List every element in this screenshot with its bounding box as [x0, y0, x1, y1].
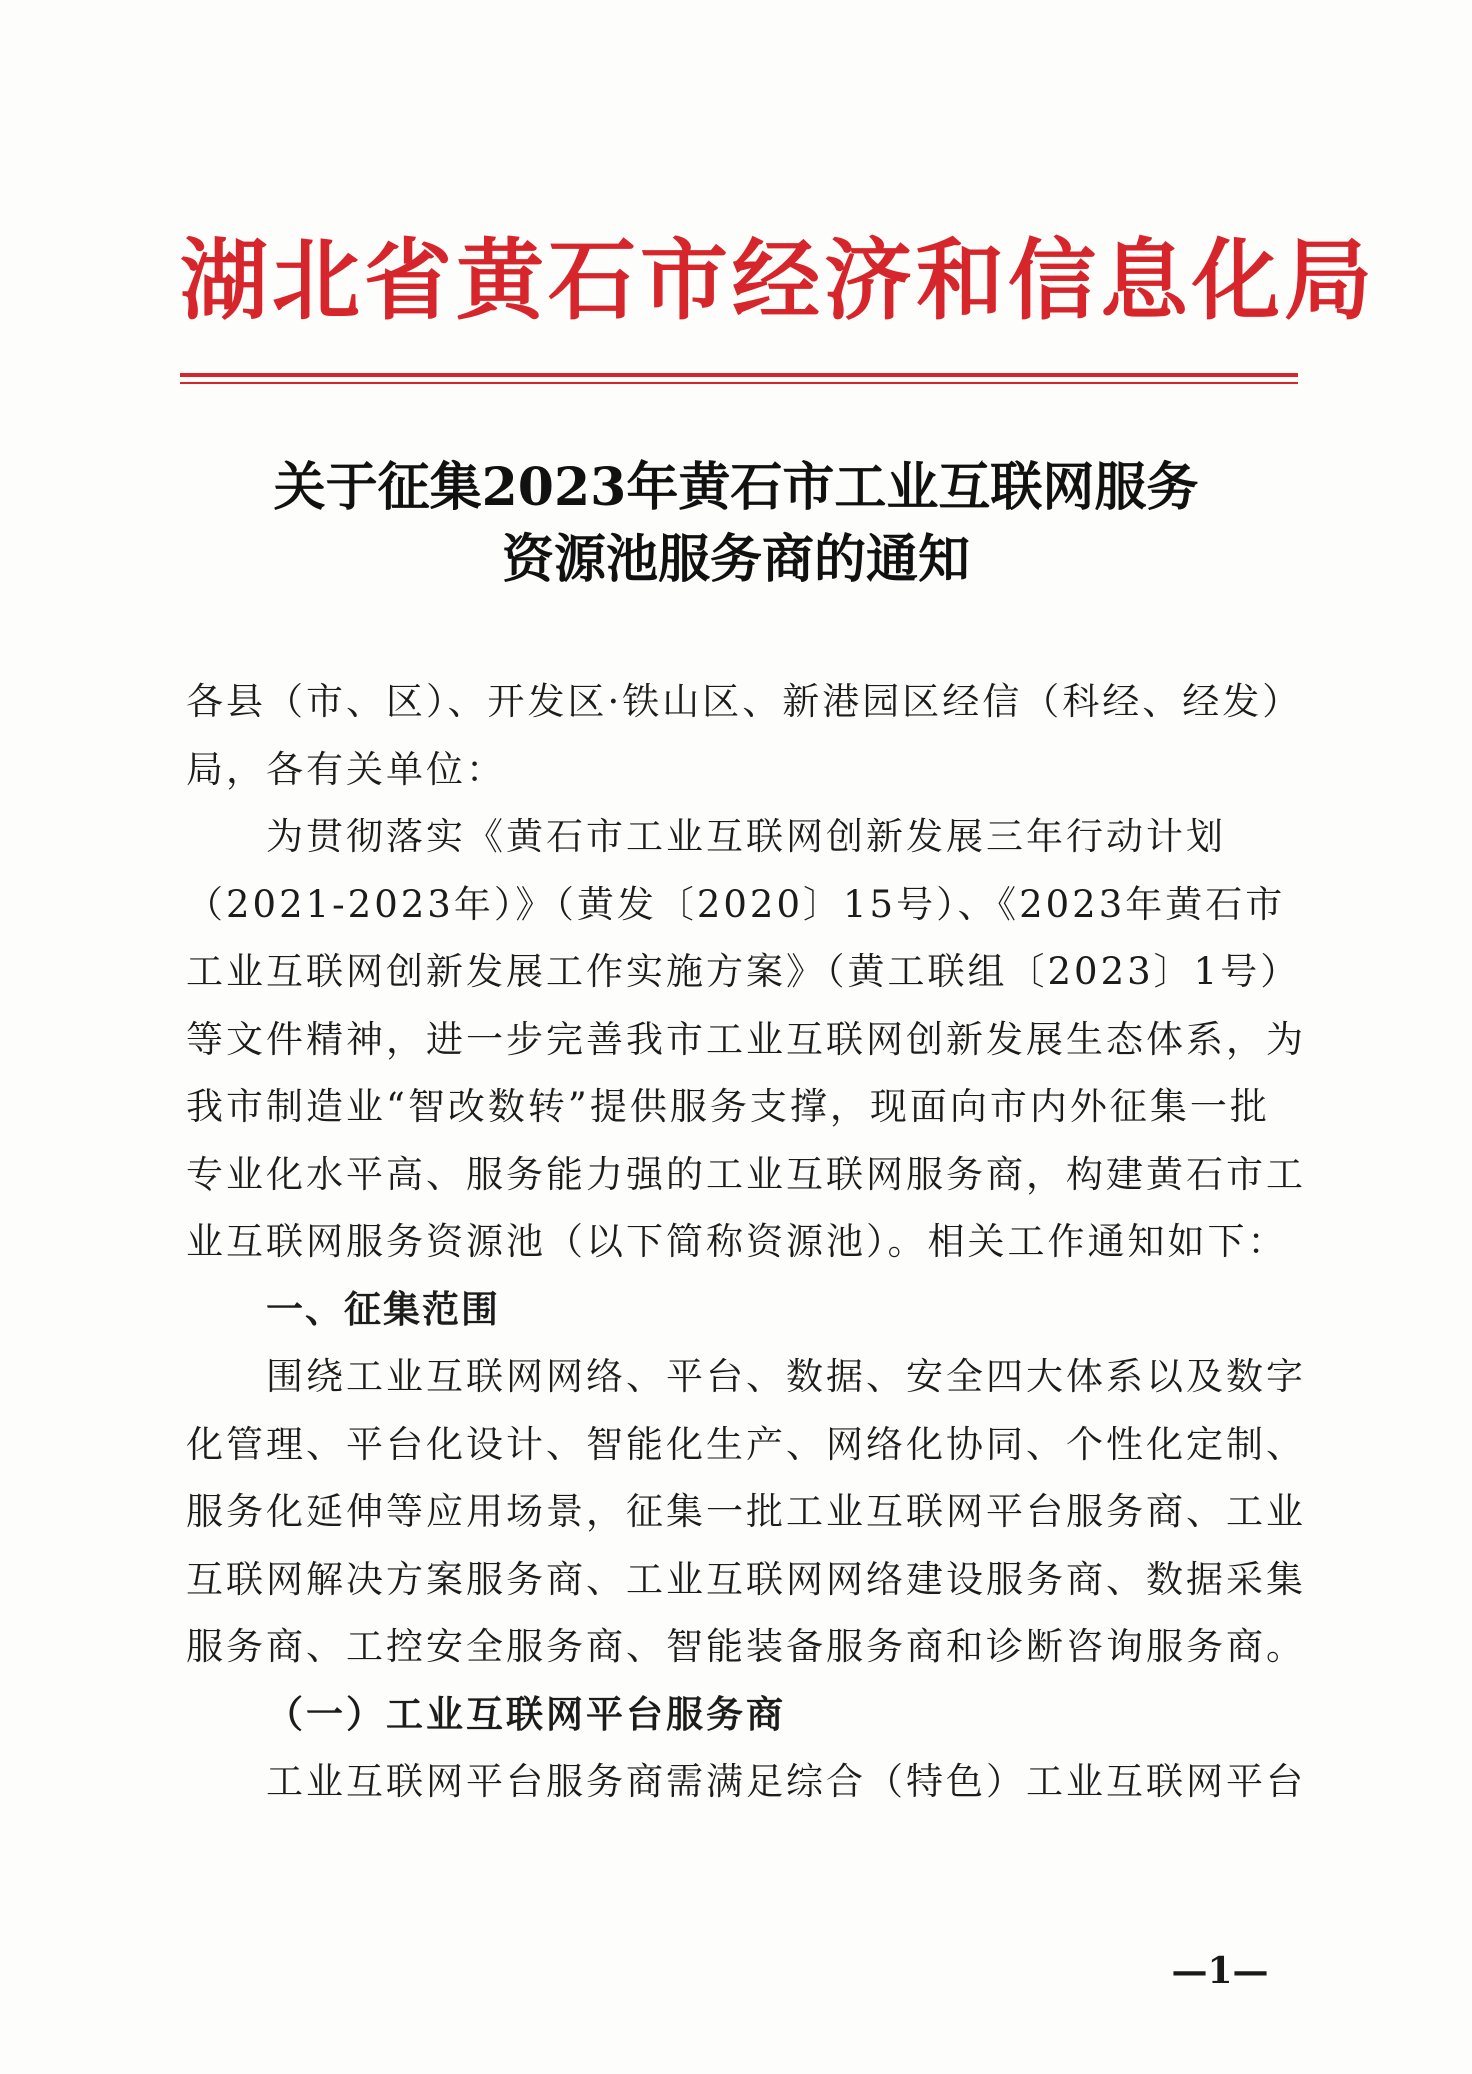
- subsection-heading: （一）工业互联网平台服务商: [266, 1691, 786, 1736]
- title-line-1: 关于征集2023年黄石市工业互联网服务: [273, 457, 1199, 518]
- red-header-rule-thin: [180, 382, 1298, 384]
- body-line: 工业互联网创新发展工作实施方案》（黄工联组〔2023〕1号）: [186, 950, 1301, 993]
- body-line: 我市制造业“智改数转”提供服务支撑，现面向市内外征集一批: [186, 1085, 1270, 1128]
- body-line: 为贯彻落实《黄石市工业互联网创新发展三年行动计划: [266, 815, 1226, 858]
- addressee-line: 各县（市、区）、开发区·铁山区、新港园区经信（科经、经发）: [186, 680, 1303, 723]
- body-line: 专业化水平高、服务能力强的工业互联网服务商，构建黄石市工: [186, 1152, 1306, 1196]
- title-line-2: 资源池服务商的通知: [501, 529, 970, 590]
- red-header-rule: [180, 373, 1298, 377]
- body-line: 等文件精神，进一步完善我市工业互联网创新发展生态体系，为: [186, 1017, 1306, 1061]
- document-body: [186, 668, 1306, 1816]
- issuer-header: 湖北省黄石市经济和信息化局: [180, 228, 1377, 332]
- body-line: 化管理、平台化设计、智能化生产、网络化协同、个性化定制、: [186, 1422, 1306, 1466]
- body-line: 工业互联网平台服务商需满足综合（特色）工业互联网平台: [266, 1760, 1306, 1803]
- body-line: 围绕工业互联网网络、平台、数据、安全四大体系以及数字: [266, 1355, 1306, 1398]
- page-number: —1—: [1171, 1950, 1269, 1992]
- body-line: 服务化延伸等应用场景，征集一批工业互联网平台服务商、工业: [186, 1490, 1306, 1533]
- body-line: 业互联网服务资源池（以下简称资源池）。相关工作通知如下：: [186, 1220, 1288, 1263]
- addressee-line: 局，各有关单位：: [186, 747, 506, 791]
- document-title: [180, 452, 1292, 596]
- section-heading: 一、征集范围: [266, 1287, 500, 1331]
- body-line: 服务商、工控安全服务商、智能装备服务商和诊断咨询服务商。: [186, 1625, 1306, 1668]
- body-line: 互联网解决方案服务商、工业互联网网络建设服务商、数据采集: [186, 1557, 1306, 1601]
- body-line: （2021-2023年）》（黄发〔2020〕15号）、《2023年黄石市: [186, 882, 1286, 926]
